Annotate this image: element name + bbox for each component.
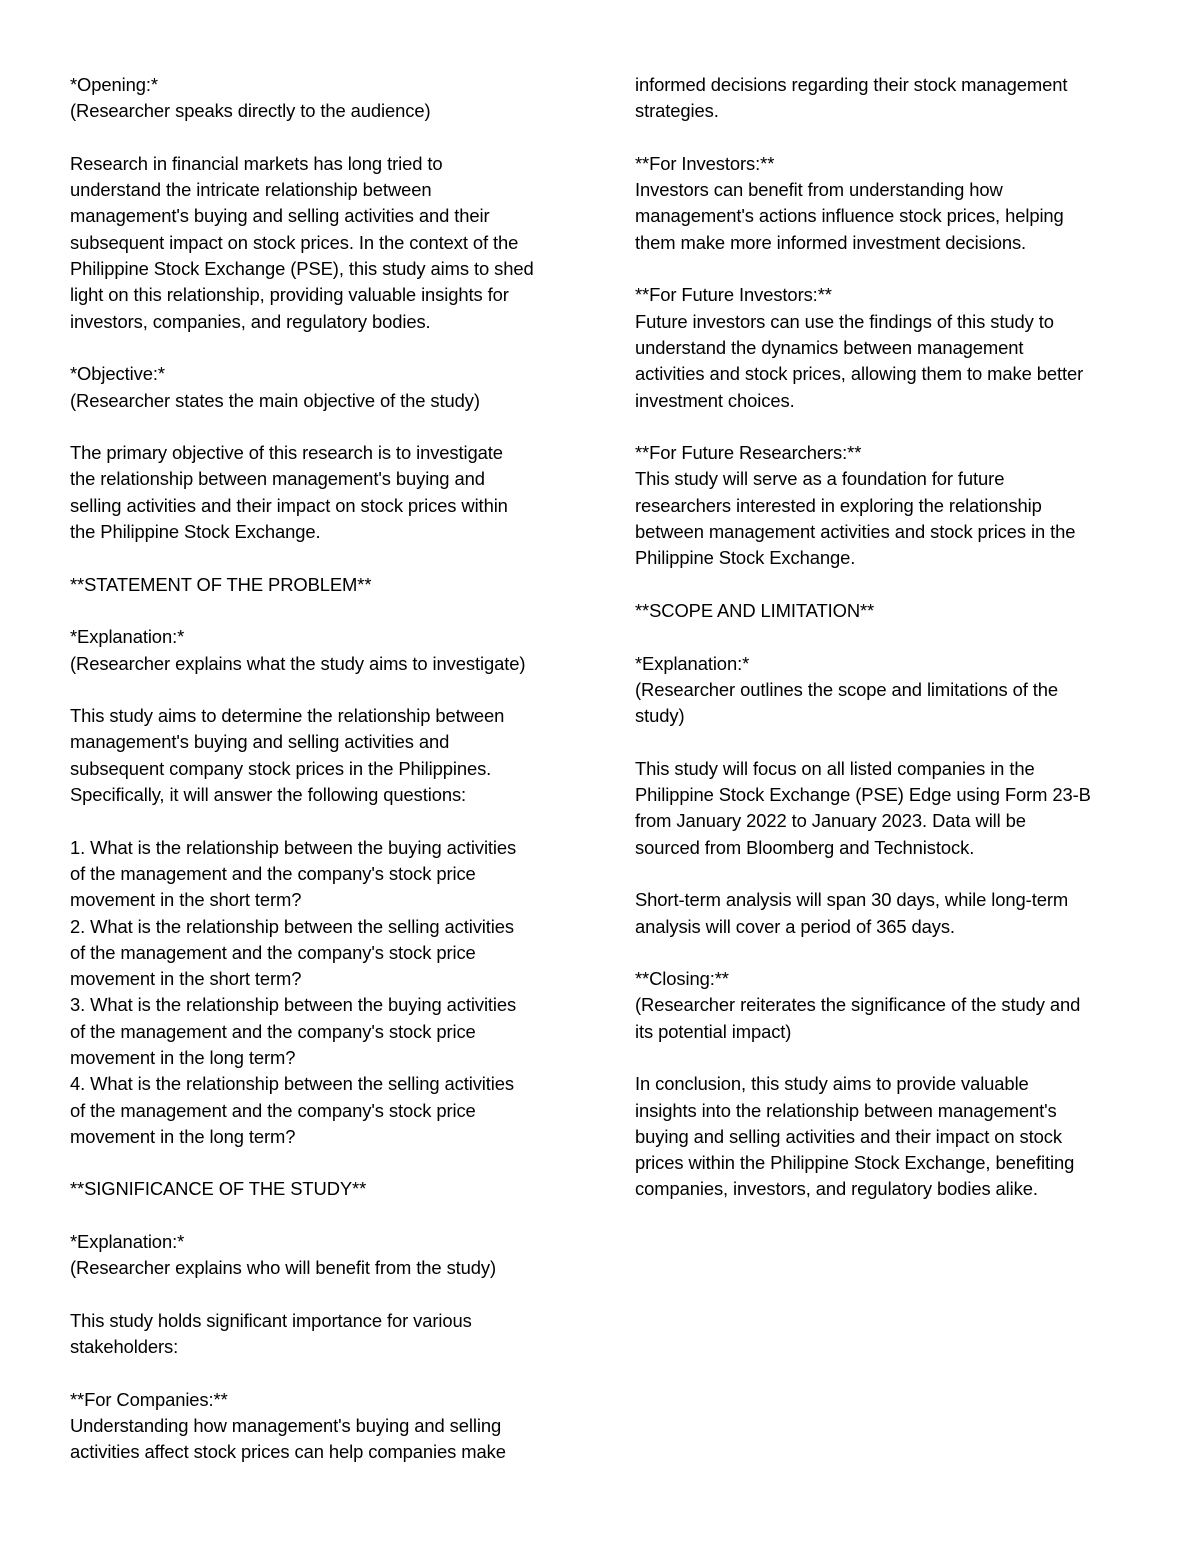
text-line: Future investors can use the findings of this study to [635,310,1054,332]
text-line: activities and stock prices, allowing them to make better [635,363,1084,385]
blank-line [635,572,1135,598]
text-line: **SIGNIFICANCE OF THE STUDY** [70,1178,367,1200]
text-line: selling activities and their impact on stock prices within [70,494,508,516]
text-line: strategies. [635,100,719,122]
text-line: Philippine Stock Exchange (PSE), this study aims to shed [70,258,534,280]
text-line: (Researcher reiterates the significance of the study and [635,994,1081,1016]
text-line: Philippine Stock Exchange. [635,547,856,569]
blank-line [70,1361,570,1387]
text-line: insights into the relationship between management's [635,1099,1057,1121]
text-line: of the management and the company's stock price [70,1020,476,1042]
text-line: (Researcher outlines the scope and limitations of the [635,678,1059,700]
text-line: Research in financial markets has long tried to [70,152,443,174]
text-line: movement in the short term? [70,889,302,911]
text-line: (Researcher speaks directly to the audience) [70,100,431,122]
text-line: buying and selling activities and their impact on stock [635,1125,1062,1147]
blank-line [635,861,1135,887]
blank-line [635,624,1135,650]
text-line: investment choices. [635,389,795,411]
text-line: *Opening:* [70,74,158,95]
text-line: of the management and the company's stock price [70,941,476,963]
text-line: informed decisions regarding their stock management [635,74,1068,95]
blank-line [70,1282,570,1308]
text-line: **For Future Researchers:** [635,442,862,464]
text-line: Understanding how management's buying and selling [70,1415,502,1437]
text-line: **STATEMENT OF THE PROBLEM** [70,573,372,595]
text-line: between management activities and stock prices in the [635,521,1076,543]
text-line: *Explanation:* [70,626,185,648]
text-line: management's actions influence stock prices, helping [635,205,1064,227]
text-line: movement in the short term? [70,968,302,990]
text-line: In conclusion, this study aims to provide valuable [635,1073,1029,1095]
text-line: Investors can benefit from understanding how [635,179,1003,201]
text-line: management's buying and selling activities and their [70,205,490,227]
text-line: **SCOPE AND LIMITATION** [635,599,875,621]
blank-line [70,414,570,440]
text-line: from January 2022 to January 2023. Data will be [635,810,1026,832]
text-line: *Explanation:* [70,1231,185,1253]
text-line: its potential impact) [635,1020,792,1042]
text-line: investors, companies, and regulatory bodies. [70,310,431,332]
blank-line [70,1203,570,1229]
text-line: Short-term analysis will span 30 days, while long-term [635,889,1069,911]
text-line: *Explanation:* [635,652,750,674]
text-line: **Closing:** [635,968,729,990]
blank-line [635,256,1135,282]
text-line: 4. What is the relationship between the selling activities [70,1073,514,1095]
blank-line [70,808,570,834]
text-line: (Researcher states the main objective of the study) [70,389,480,411]
text-line: subsequent impact on stock prices. In the context of the [70,231,519,253]
text-line: movement in the long term? [70,1046,296,1068]
text-line: them make more informed investment decisions. [635,231,1027,253]
blank-line [70,545,570,571]
blank-line [635,414,1135,440]
text-line: Specifically, it will answer the following questions: [70,784,467,806]
text-line: analysis will cover a period of 365 days. [635,915,955,937]
text-line: stakeholders: [70,1336,179,1358]
text-line: light on this relationship, providing valuable insights for [70,284,509,306]
text-line: This study holds significant importance for various [70,1309,472,1331]
text-line: movement in the long term? [70,1125,296,1147]
text-line: study) [635,705,685,727]
text-line: subsequent company stock prices in the Philippines. [70,757,492,779]
text-line: *Objective:* [70,363,165,385]
text-line: (Researcher explains what the study aims to investigate) [70,652,526,674]
text-line: prices within the Philippine Stock Exchange, benefiting [635,1152,1075,1174]
text-line: sourced from Bloomberg and Technistock. [635,836,975,858]
text-line: activities affect stock prices can help companies make [70,1441,506,1463]
text-line: (Researcher explains who will benefit from the study) [70,1257,497,1279]
text-line: 1. What is the relationship between the buying activities [70,836,517,858]
text-line: researchers interested in exploring the relationship [635,494,1042,516]
right-column [635,72,1135,1203]
text-line: **For Investors:** [635,152,775,174]
text-line: This study will focus on all listed companies in the [635,757,1035,779]
text-line: This study aims to determine the relationship between [70,705,505,727]
left-column [70,72,570,1466]
text-line: understand the intricate relationship between [70,179,432,201]
text-line: of the management and the company's stock price [70,1099,476,1121]
blank-line [70,125,570,151]
text-line: 2. What is the relationship between the selling activities [70,915,514,937]
blank-line [635,125,1135,151]
blank-line [70,598,570,624]
blank-line [635,1045,1135,1071]
text-line: the Philippine Stock Exchange. [70,521,321,543]
blank-line [70,1150,570,1176]
blank-line [70,335,570,361]
text-line: Philippine Stock Exchange (PSE) Edge using Form 23-B [635,784,1091,806]
text-line: the relationship between management's buying and [70,468,485,490]
text-line: This study will serve as a foundation for future [635,468,1005,490]
text-line: companies, investors, and regulatory bodies alike. [635,1178,1038,1200]
text-line: management's buying and selling activities and [70,731,450,753]
text-line: of the management and the company's stock price [70,862,476,884]
blank-line [70,677,570,703]
text-line: The primary objective of this research is to investigate [70,442,503,464]
text-line: **For Future Investors:** [635,284,832,306]
blank-line [635,729,1135,755]
blank-line [635,940,1135,966]
text-line: **For Companies:** [70,1388,228,1410]
text-line: 3. What is the relationship between the buying activities [70,994,517,1016]
text-line: understand the dynamics between management [635,336,1024,358]
